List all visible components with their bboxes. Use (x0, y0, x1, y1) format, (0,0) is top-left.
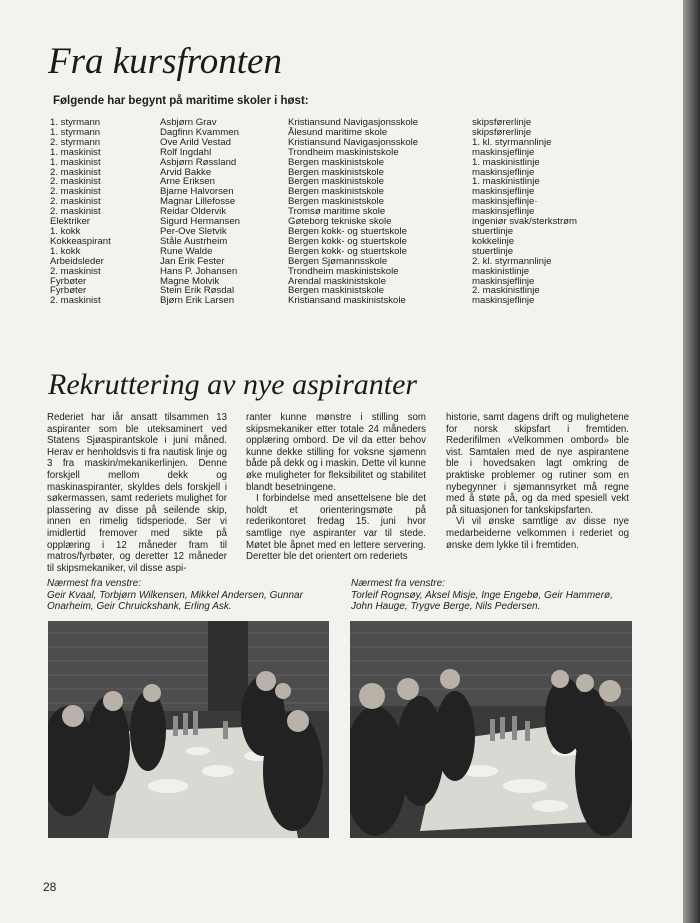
page-number: 28 (43, 880, 57, 894)
list-item: ingeniør svak/sterkstrøm (472, 216, 578, 228)
page-edge-shadow (683, 0, 700, 923)
group-photo-right (350, 621, 632, 838)
caption-lead: Nærmest fra venstre: (351, 578, 445, 589)
list-item: 2. maskinist (50, 206, 101, 218)
caption-names: Torleif Rognsøy, Aksel Misje, Inge Engebø, Geir Hammerø, John Hauge, Trygve Berge, Nils Pedersen. (351, 589, 613, 613)
list-item: Ålesund maritime skole (288, 126, 388, 138)
list-item: Arne Eriksen (160, 176, 215, 188)
list-item: Trondheim maskinistskole (288, 265, 399, 277)
list-item: Bergen kokk- og stuertskole (288, 245, 407, 257)
section-title-kursfronten: Fra kursfronten (48, 41, 282, 82)
list-item: Stein Erik Røsdal (160, 285, 235, 297)
list-item: 2. maskinistlinje (472, 285, 540, 297)
section-subheading: Følgende har begynt på maritime skoler i høst: (53, 95, 309, 107)
list-item: stuertlinje (472, 245, 514, 257)
list-item: maskinsjeflinje (472, 295, 535, 307)
list-item: Sigurd Hermansen (160, 216, 240, 228)
list-item: Hans P. Johansen (160, 265, 238, 277)
article-paragraph: Vi vil ønske samtlige av disse nye medarbeiderne velkommen i rederiet og ønske dem lykke til i fremtiden. (446, 516, 629, 551)
list-item: maskinistlinje (472, 265, 530, 277)
list-item: stuertlinje (472, 225, 514, 237)
names-column (160, 118, 240, 306)
list-item: maskinsjeflinje (472, 146, 535, 158)
article-paragraph: historie, samt dagens drift og mulighetene for norsk skipsfart i fremtiden. Rederifilmen «Velkommen ombord» ble vist. Samtalen med de nye aspirantene ble i hovedsaken lagt omkring de praktiske problemer og rutiner som en nybegynner i sjømannsyrket må regne med å støte på, og da med spesiell vekt på situasjonen for tankskipsfarten. (446, 412, 629, 516)
list-item: 2. maskinist (50, 295, 101, 307)
group-photo-left (48, 621, 329, 838)
list-item: 1. kokk (50, 245, 81, 257)
list-item: Per-Ove Sletvik (160, 225, 227, 237)
list-item: maskinsjeflinje· (472, 196, 538, 208)
list-item: Bjarne Halvorsen (160, 186, 234, 198)
list-item: Gøteborg tekniske skole (288, 216, 392, 228)
list-item: skipsførerlinje (472, 117, 532, 128)
list-item: Bergen maskinistskole (288, 186, 384, 198)
list-item: Bergen maskinistskole (288, 156, 384, 168)
list-item: Bergen maskinistskole (288, 196, 384, 208)
article-paragraph: ranter kunne mønstre i stilling som skipsmekaniker etter totale 24 måneders opplæring ombord. De vil da etter behov kunne dekke stilling for voksne sjømenn både på dekk og i maskin. Dette vil kunne øke muligheter for fleksibilitet og stabilitet blandt besetningene. (246, 412, 426, 493)
list-item: Kokkeaspirant (50, 235, 111, 247)
list-item: Fyrbøter (50, 275, 87, 287)
list-item: 1. maskinistlinje (472, 156, 540, 168)
list-item: Dagfinn Kvammen (160, 126, 239, 138)
list-item: Rune Walde (160, 245, 213, 257)
programs-column (472, 118, 577, 306)
article-column-3 (446, 412, 629, 551)
list-item: kokkelinje (472, 235, 515, 247)
list-item: Reidar Oldervik (160, 206, 227, 218)
list-item: Jan Erik Fester (160, 255, 225, 267)
schools-column (288, 118, 418, 306)
list-item: Fyrbøter (50, 285, 87, 297)
list-item: Ståle Austrheim (160, 235, 228, 247)
list-item: 1. styrmann (50, 117, 101, 128)
list-item: Bergen kokk- og stuertskole (288, 225, 407, 237)
article-column-2 (246, 412, 426, 563)
list-item: Ove Arild Vestad (160, 136, 231, 148)
list-item: Arvid Bakke (160, 166, 212, 178)
list-item: 2. maskinist (50, 166, 101, 178)
list-item: 1. styrmann (50, 126, 101, 138)
list-item: Bergen maskinistskole (288, 285, 384, 297)
list-item: Asbjørn Røssland (160, 156, 237, 168)
list-item: maskinsjeflinje (472, 206, 535, 218)
section-title-rekruttering: Rekruttering av nye aspiranter (48, 368, 418, 401)
photo-caption-right (351, 578, 636, 613)
caption-lead: Nærmest fra venstre: (47, 578, 141, 589)
list-item: skipsførerlinje (472, 126, 532, 138)
list-item: 2. maskinist (50, 265, 101, 277)
list-item: 2. styrmann (50, 136, 101, 148)
article-paragraph: Rederiet har iår ansatt tilsammen 13 aspiranter som ble uteksaminert ved Statens Sjøaspirantskole i juni måned. Herav er henholdsvis ti fra nautisk linje og 3 fra maskin/mekanikerlinjen. Denne forskjell mellom dekk og maskinaspiranter, skyldes dels forskjell i søkermassen, samt rederiets mulighet for plassering av disse på seilende skip, innen en rimelig tidsperiode. Ser vi imidlertid fremover med sikte på opplæring i 12 måneder fram til matros/fyrbøter, og deretter 12 måneder til skipsmekaniker, vil disse aspi- (47, 412, 227, 574)
list-item: Magnar Lillefosse (160, 196, 236, 208)
list-item: maskinsjeflinje (472, 166, 535, 178)
list-item: Bergen kokk- og stuertskole (288, 235, 407, 247)
list-item: Magne Molvik (160, 275, 220, 287)
list-item: Bjørn Erik Larsen (160, 295, 235, 307)
list-item: Trondheim maskinistskole (288, 146, 399, 158)
photo-caption-left (47, 578, 337, 613)
list-item: maskinsjeflinje (472, 275, 535, 287)
list-item: Arendal maskinistskole (288, 275, 387, 287)
list-item: 1. kokk (50, 225, 81, 237)
list-item: Bergen Sjømannsskole (288, 255, 388, 267)
list-item: 1. maskinist (50, 146, 101, 158)
caption-names: Geir Kvaal, Torbjørn Wilkensen, Mikkel Andersen, Gunnar Onarheim, Geir Chruickshank, Erling Ask. (47, 589, 303, 613)
list-item: 2. maskinist (50, 176, 101, 188)
ranks-column (50, 118, 111, 306)
list-item: Kristiansund Navigasjonsskole (288, 117, 419, 128)
list-item: Elektriker (50, 216, 90, 228)
list-item: 2. maskinist (50, 186, 101, 198)
list-item: 2. maskinist (50, 196, 101, 208)
list-item: Arbeidsleder (50, 255, 104, 267)
list-item: 1. kl. styrmannlinje (472, 136, 552, 148)
list-item: 1. maskinistlinje (472, 176, 540, 188)
list-item: Rolf Ingdahl (160, 146, 212, 158)
article-column-1 (47, 412, 227, 574)
list-item: Bergen maskinistskole (288, 166, 384, 178)
list-item: maskinsjeflinje (472, 186, 535, 198)
list-item: Asbjørn Grav (160, 117, 217, 128)
list-item: Kristiansand maskinistskole (288, 295, 406, 307)
list-item: Kristiansund Navigasjonsskole (288, 136, 419, 148)
list-item: Bergen maskinistskole (288, 176, 384, 188)
list-item: 1. maskinist (50, 156, 101, 168)
article-paragraph: I forbindelse med ansettelsene ble det holdt et orienteringsmøte på rederikontoret fredag 15. juni hvor samtlige nye aspiranter var til stede. Møtet ble åpnet med en lettere servering. Deretter ble det orientert om rederiets (246, 493, 426, 563)
list-item: 2. kl. styrmannlinje (472, 255, 552, 267)
list-item: Tromsø maritime skole (288, 206, 386, 218)
